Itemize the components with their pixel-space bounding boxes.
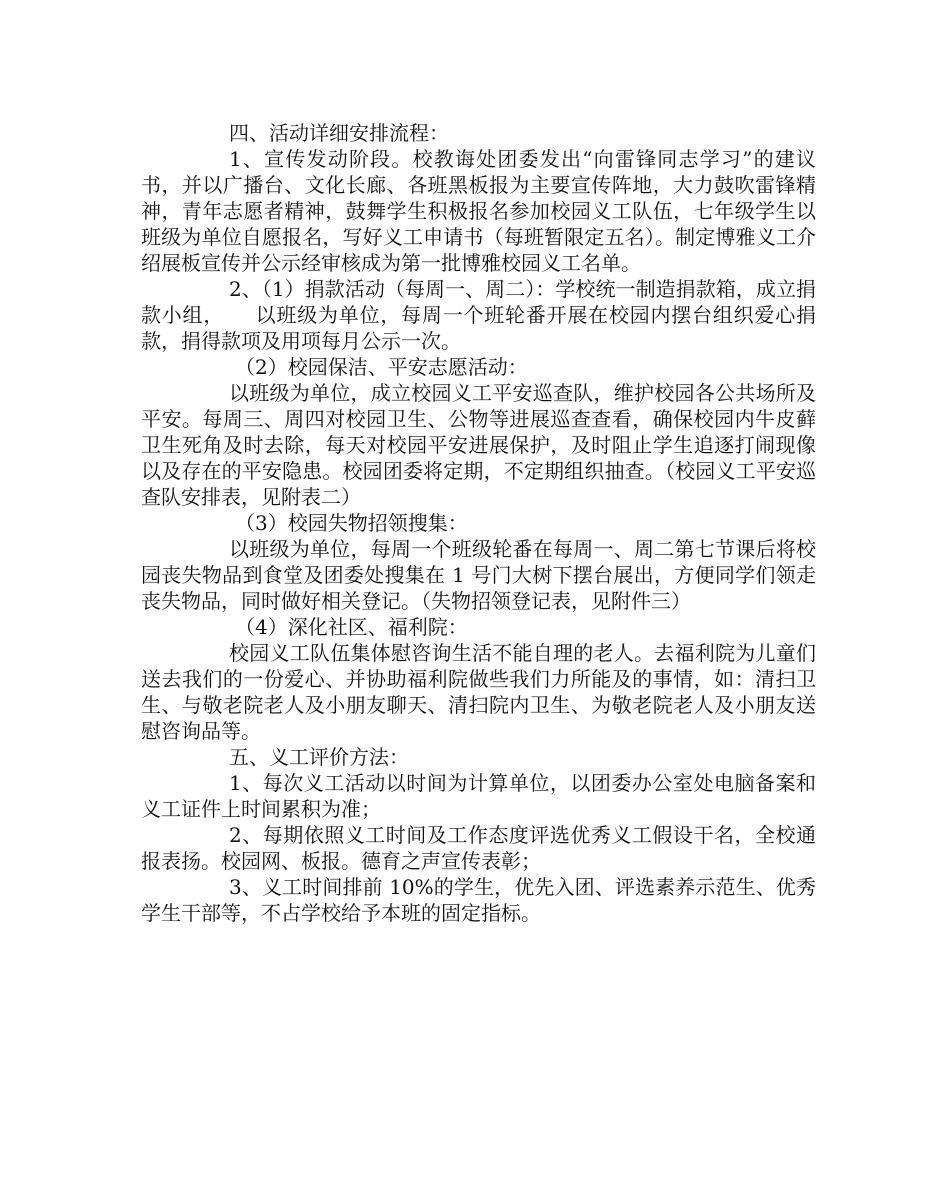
paragraph-cleaning-safety: 以班级为单位，成立校园义工平安巡查队，维护校园各公共场所及平安。每周三、周四对校园卫生、公物等进展巡查查看，确保校园内牛皮藓卫生死角及时去除，每天对校园平安进展保护，及时阻止学生追逐打闹现像以及存在的平安隐患。校园团委将定期，不定期组织抽查。（校园义工平安巡查队安排表，见附表二） <box>141 381 816 509</box>
paragraph-lost-and-found: 以班级为单位，每周一个班级轮番在每周一、周二第七节课后将校园丧失物品到食堂及团委处搜集在 1 号门大树下摆台展出，方便同学们领走丧失物品，同时做好相关登记。（失物招领登记表，见附件三） <box>141 537 816 613</box>
subheading-cleaning-safety: （2）校园保洁、平安志愿活动： <box>235 355 528 379</box>
document-body <box>141 120 816 926</box>
section-heading-activity-schedule: 四、活动详细安排流程： <box>229 121 449 145</box>
paragraph-donation-activity: 2、（1）捐款活动（每周一、周二）：学校统一制造捐款箱，成立捐款小组， 以班级为单位，每周一个班轮番开展在校园内摆台组织爱心捐款，捐得款项及用项每月公示一次。 <box>141 277 816 353</box>
section-heading-evaluation: 五、义工评价方法： <box>229 745 409 769</box>
subheading-community-welfare: （4）深化社区、福利院： <box>235 615 468 639</box>
paragraph-evaluation-3: 3、义工时间排前 10%的学生，优先入团、评选素养示范生、优秀学生干部等，不占学校给予本班的固定指标。 <box>141 875 816 925</box>
subheading-lost-and-found: （3）校园失物招领搜集： <box>235 511 468 535</box>
paragraph-publicity-stage: 1、宣传发动阶段。校教诲处团委发出“向雷锋同志学习”的建议书，并以广播台、文化长廊、各班黑板报为主要宣传阵地，大力鼓吹雷锋精神，青年志愿者精神，鼓舞学生积极报名参加校园义工队伍，七年级学生以班级为单位自愿报名，写好义工申请书（每班暂限定五名）。制定博雅义工介绍展板宣传并公示经审核成为第一批博雅校园义工名单。 <box>141 147 816 275</box>
paragraph-evaluation-2: 2、每期依照义工时间及工作态度评选优秀义工假设干名，全校通报表扬。校园网、板报。德育之声宣传表彰； <box>141 823 816 873</box>
paragraph-evaluation-1: 1、每次义工活动以时间为计算单位，以团委办公室处电脑备案和义工证件上时间累积为准； <box>141 771 816 821</box>
paragraph-community-welfare: 校园义工队伍集体慰咨询生活不能自理的老人。去福利院为儿童们送去我们的一份爱心、并协助福利院做些我们力所能及的事情，如：清扫卫生、与敬老院老人及小朋友聊天、清扫院内卫生、为敬老院老人及小朋友送慰咨询品等。 <box>141 641 816 743</box>
